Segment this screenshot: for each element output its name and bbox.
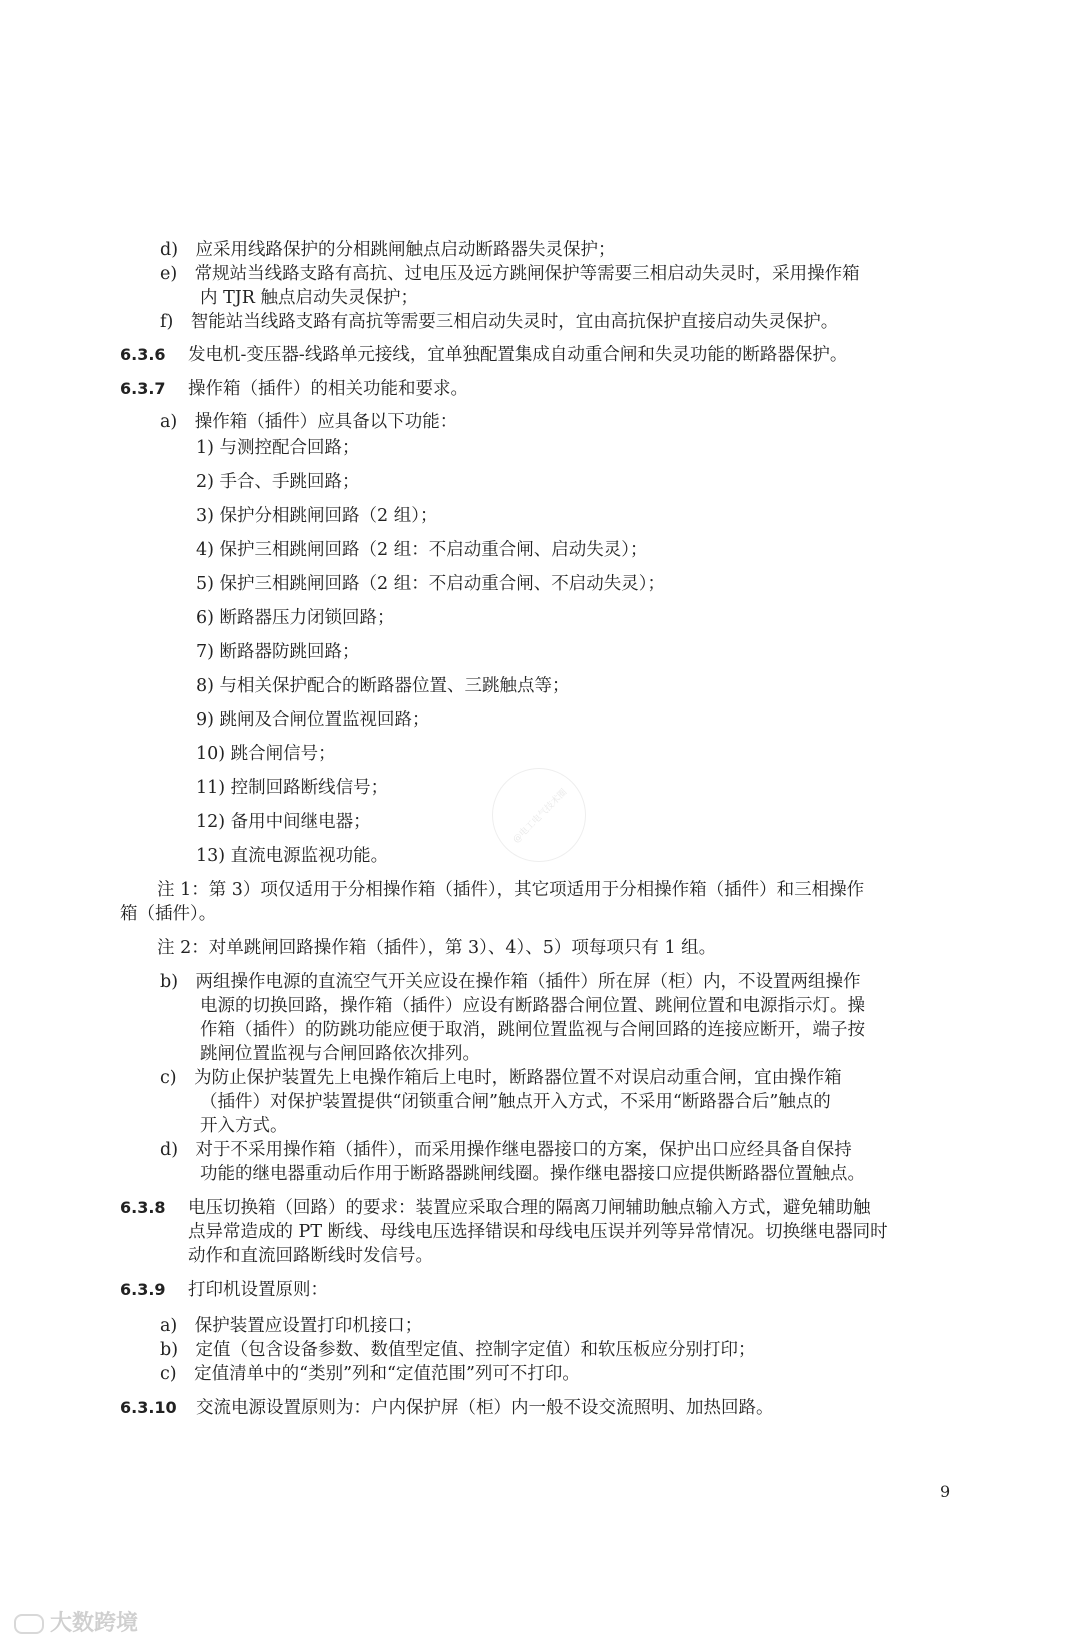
function-item-8: 8) 与相关保护配合的断路器位置、三跳触点等； <box>196 676 570 696</box>
item-6-3-7-b-cont-1: 电源的切换回路，操作箱（插件）应设有断路器合闸位置、跳闸位置和电源指示灯。操 <box>200 996 865 1016</box>
watermark-logo-icon <box>14 1614 44 1634</box>
circular-stamp-watermark <box>473 749 606 882</box>
note-1-cont: 箱（插件）。 <box>120 904 217 924</box>
watermark-text: 大数跨境 <box>50 1611 139 1636</box>
stamp-text: @电工电气技术圈 <box>511 787 570 846</box>
function-item-7: 7) 断路器防跳回路； <box>196 642 360 662</box>
function-item-12: 12) 备用中间继电器； <box>196 812 371 832</box>
item-6-3-7-b: b) 两组操作电源的直流空气开关应设在操作箱（插件）所在屏（柜）内，不设置两组操作 <box>160 972 861 992</box>
function-item-3: 3) 保护分相跳闸回路（2 组）； <box>196 506 438 526</box>
function-item-5: 5) 保护三相跳闸回路（2 组：不启动重合闸、不启动失灵）； <box>196 574 665 594</box>
function-item-2: 2) 手合、手跳回路； <box>196 472 360 492</box>
item-6-3-7-b-cont-3: 跳闸位置监视与合闸回路依次排列。 <box>200 1044 480 1064</box>
item-6-3-7-d-cont: 功能的继电器重动后作用于断路器跳闸线圈。操作继电器接口应提供断路器位置触点。 <box>200 1164 865 1184</box>
item-6-3-5-e-cont: 内 TJR 触点启动失灵保护； <box>200 288 418 308</box>
watermark <box>14 1606 138 1637</box>
note-1: 注 1：第 3）项仅适用于分相操作箱（插件），其它项适用于分相操作箱（插件）和三相操作 <box>157 880 865 900</box>
item-6-3-9-c: c) 定值清单中的“类别”列和“定值范围”列可不打印。 <box>160 1364 580 1384</box>
section-number-6-3-7: 6.3.7 <box>120 379 166 398</box>
item-6-3-5-f: f) 智能站当线路支路有高抗等需要三相启动失灵时，宜由高抗保护直接启动失灵保护。 <box>160 312 839 332</box>
section-number-6-3-9: 6.3.9 <box>120 1280 166 1299</box>
item-6-3-7-d: d) 对于不采用操作箱（插件），而采用操作继电器接口的方案，保护出口应经具备自保持 <box>160 1140 852 1160</box>
page-number: 9 <box>940 1482 951 1501</box>
function-item-6: 6) 断路器压力闭锁回路； <box>196 608 395 628</box>
section-text-6-3-10: 交流电源设置原则为：户内保护屏（柜）内一般不设交流照明、加热回路。 <box>196 1398 774 1418</box>
item-6-3-7-a: a) 操作箱（插件）应具备以下功能： <box>160 412 458 432</box>
item-6-3-7-b-cont-2: 作箱（插件）的防跳功能应便于取消，跳闸位置监视与合闸回路的连接应断开，端子按 <box>200 1020 865 1040</box>
item-6-3-9-b: b) 定值（包含设备参数、数值型定值、控制字定值）和软压板应分别打印； <box>160 1340 756 1360</box>
function-item-9: 9) 跳闸及合闸位置监视回路； <box>196 710 430 730</box>
section-text-6-3-8-cont-1: 点异常造成的 PT 断线、母线电压选择错误和母线电压误并列等异常情况。切换继电器同时 <box>188 1222 888 1242</box>
note-2: 注 2：对单跳闸回路操作箱（插件），第 3）、4）、5）项每项只有 1 组。 <box>157 938 717 958</box>
section-text-6-3-7: 操作箱（插件）的相关功能和要求。 <box>188 379 468 399</box>
function-item-11: 11) 控制回路断线信号； <box>196 778 389 798</box>
item-6-3-7-c: c) 为防止保护装置先上电操作箱后上电时，断路器位置不对误启动重合闸，宜由操作箱 <box>160 1068 842 1088</box>
function-item-10: 10) 跳合闸信号； <box>196 744 336 764</box>
section-number-6-3-8: 6.3.8 <box>120 1198 166 1217</box>
section-text-6-3-6: 发电机-变压器-线路单元接线，宜单独配置集成自动重合闸和失灵功能的断路器保护。 <box>188 345 848 365</box>
section-text-6-3-8-cont-2: 动作和直流回路断线时发信号。 <box>188 1246 433 1266</box>
function-item-13: 13) 直流电源监视功能。 <box>196 846 389 866</box>
section-text-6-3-8: 电压切换箱（回路）的要求：装置应采取合理的隔离刀闸辅助触点输入方式，避免辅助触 <box>188 1198 871 1218</box>
section-number-6-3-6: 6.3.6 <box>120 345 166 364</box>
item-6-3-5-e: e) 常规站当线路支路有高抗、过电压及远方跳闸保护等需要三相启动失灵时，采用操作箱 <box>160 264 860 284</box>
section-number-6-3-10: 6.3.10 <box>120 1398 177 1417</box>
function-item-1: 1) 与测控配合回路； <box>196 438 360 458</box>
section-text-6-3-9: 打印机设置原则： <box>188 1280 328 1300</box>
item-6-3-9-a: a) 保护装置应设置打印机接口； <box>160 1316 423 1336</box>
item-6-3-7-c-cont-1: （插件）对保护装置提供“闭锁重合闸”触点开入方式，不采用“断路器合后”触点的 <box>200 1092 831 1112</box>
item-6-3-5-d: d) 应采用线路保护的分相跳闸触点启动断路器失灵保护； <box>160 240 616 260</box>
item-6-3-7-c-cont-2: 开入方式。 <box>200 1116 288 1136</box>
function-item-4: 4) 保护三相跳闸回路（2 组：不启动重合闸、启动失灵）； <box>196 540 648 560</box>
